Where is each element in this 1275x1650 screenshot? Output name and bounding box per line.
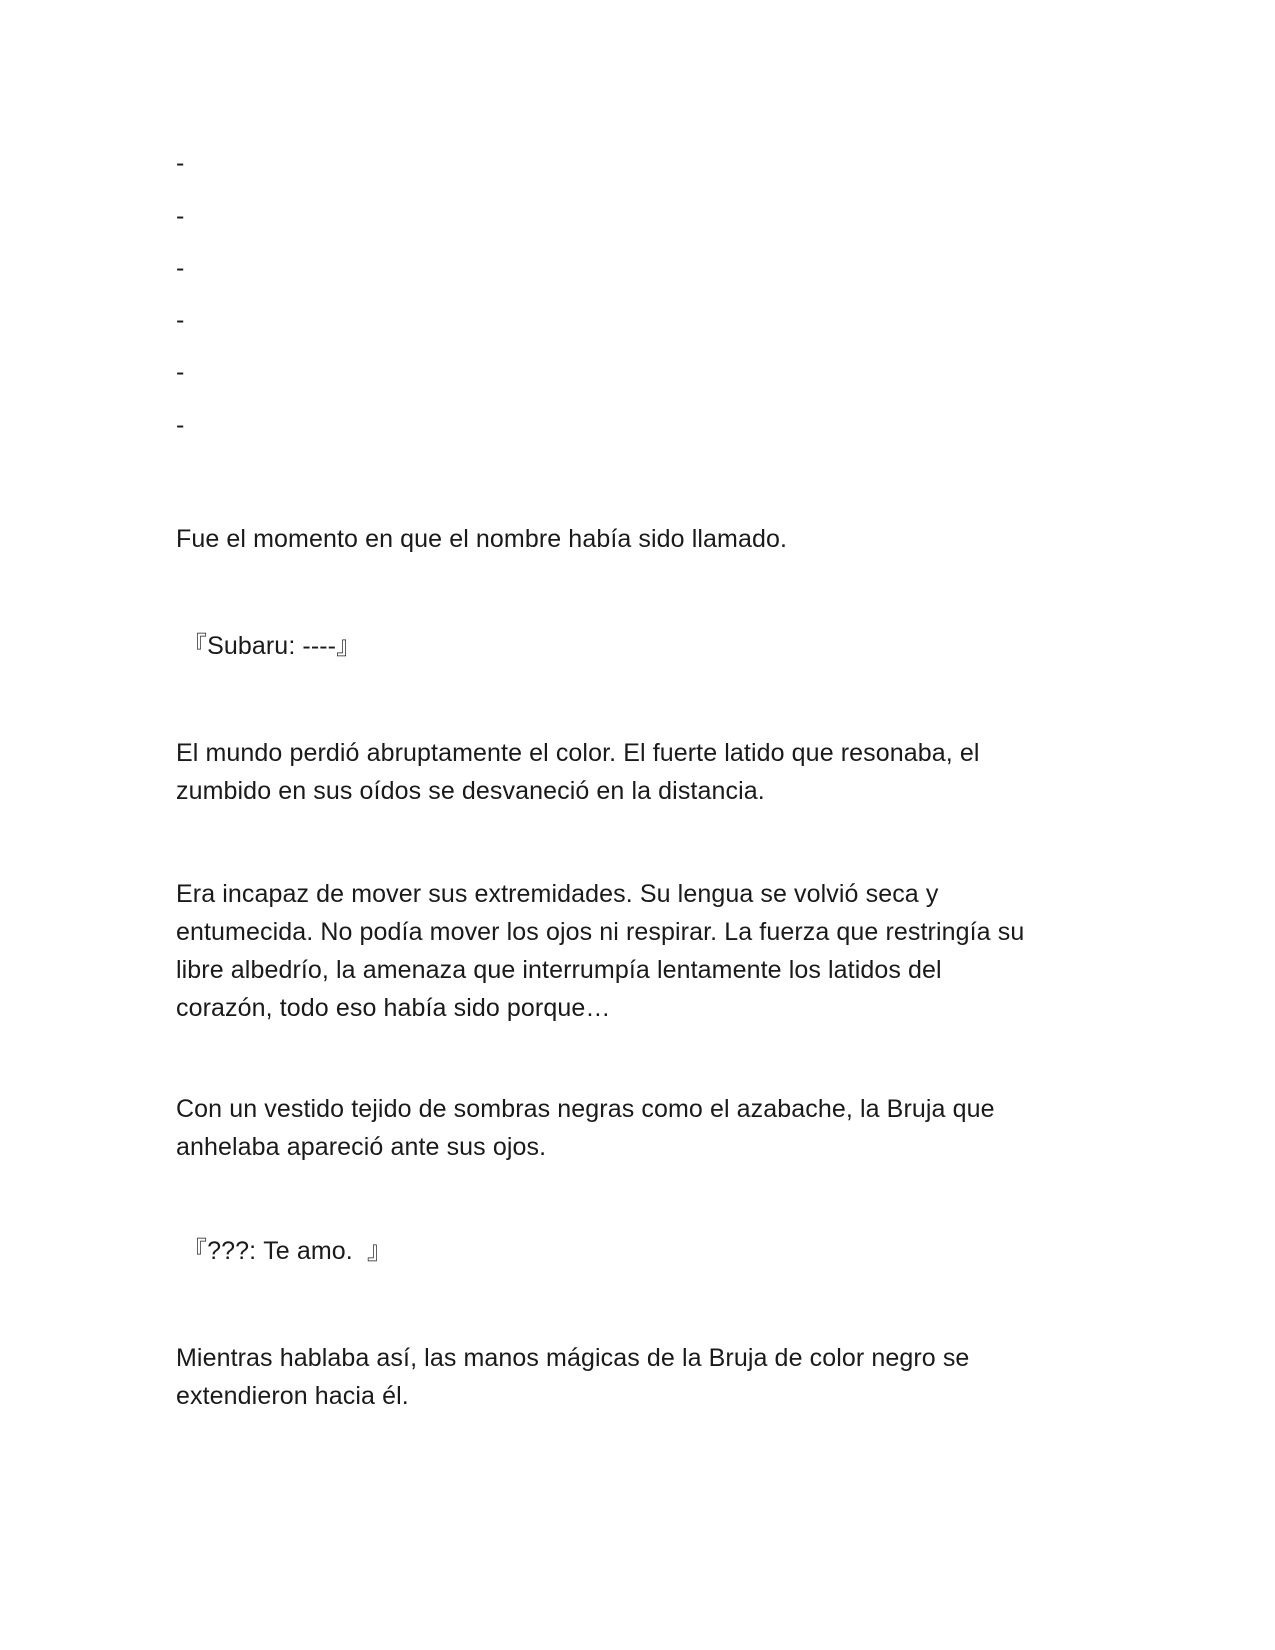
dash-separator: -	[176, 411, 185, 439]
dash-separator: -	[176, 202, 185, 230]
dash-separator: -	[176, 149, 185, 177]
paragraph-witch-hands: Mientras hablaba así, las manos mágicas de la Bruja de color negro se extendieron hacia él.	[176, 1344, 970, 1410]
dialogue-subaru: 『Subaru: ----』	[182, 632, 362, 660]
dash-separator: -	[176, 358, 185, 386]
paragraph-witch-appeared: Con un vestido tejido de sombras negras como el azabache, la Bruja que anhelaba apareció ante sus ojos.	[176, 1095, 995, 1161]
paragraph-unable-to-move: Era incapaz de mover sus extremidades. Su lengua se volvió seca y entumecida. No podía mover los ojos ni respirar. La fuerza que restringía su libre albedrío, la amenaza que interrumpía lentamente los latidos del corazón, todo eso había sido porque…	[176, 880, 1025, 1022]
dash-separator: -	[176, 306, 185, 334]
dialogue-witch: 『???: Te amo. 』	[182, 1237, 393, 1265]
dash-separator: -	[176, 254, 185, 282]
paragraph-world-lost-color: El mundo perdió abruptamente el color. El fuerte latido que resonaba, el zumbido en sus oídos se desvaneció en la distancia.	[176, 739, 980, 805]
paragraph-name-called: Fue el momento en que el nombre había sido llamado.	[176, 525, 788, 553]
